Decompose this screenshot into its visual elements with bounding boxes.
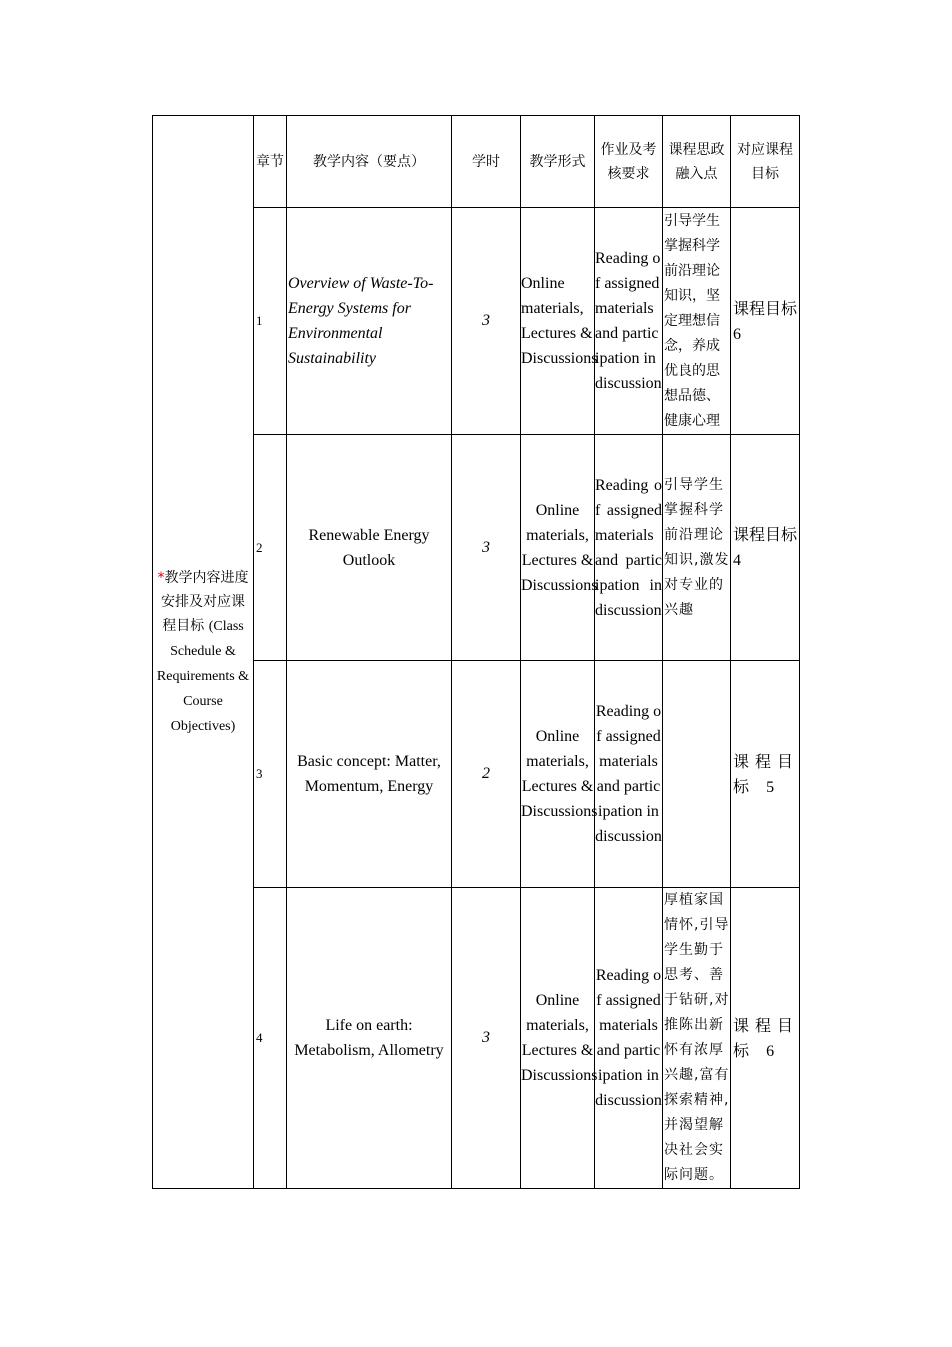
col-header-chapter: 章节	[254, 116, 287, 208]
assessment-cell: Reading of assigned materials and participation in discussion	[595, 888, 663, 1189]
objective-number: 4	[733, 552, 741, 569]
objective-label: 课程目标	[733, 751, 800, 796]
section-label-cell	[153, 116, 254, 1189]
assessment-cell: Reading of assigned materials and participation in discussion	[595, 208, 663, 435]
form-cell: Online materials, Lectures & Discussions	[521, 661, 595, 888]
objective-number: 6	[766, 1042, 781, 1060]
ideology-cell: 引导学生掌握科学前沿理论知识,激发对专业的兴趣	[663, 435, 731, 661]
col-header-hours: 学时	[452, 116, 521, 208]
chapter-number: 4	[254, 888, 287, 1189]
objective-label: 课程目标	[733, 1015, 800, 1060]
ideology-cell: 厚植家国情怀,引导学生勤于思考、善于钻研,对推陈出新怀有浓厚兴趣,富有探索精神,并渴望解决社会实际问题。	[663, 888, 731, 1189]
objective-cell	[731, 208, 800, 435]
section-title-cn: 教学内容进度安排及对应课程目标	[161, 569, 249, 634]
col-header-ideology: 课程思政融入点	[663, 116, 731, 208]
hours-cell: 3	[452, 208, 521, 435]
assessment-cell: Reading of assigned materials and participation in discussion	[595, 435, 663, 661]
objective-number: 5	[766, 778, 781, 796]
chapter-number: 3	[254, 661, 287, 888]
objective-cell	[731, 888, 800, 1189]
objective-cell	[731, 435, 800, 661]
hours-cell: 3	[452, 435, 521, 661]
hours-cell: 2	[452, 661, 521, 888]
form-cell: Online materials, Lectures & Discussions	[521, 888, 595, 1189]
chapter-number: 1	[254, 208, 287, 435]
required-star: *	[157, 569, 165, 586]
objective-label: 课程目标	[733, 525, 798, 544]
col-header-form: 教学形式	[521, 116, 595, 208]
content-cell: Life on earth: Metabolism, Allometry	[287, 888, 452, 1189]
header-row	[153, 116, 800, 208]
col-header-assessment: 作业及考核要求	[595, 116, 663, 208]
content-cell: Overview of Waste-To-Energy Systems for Environmental Sustainability	[287, 208, 452, 435]
form-cell: Online materials, Lectures & Discussions	[521, 208, 595, 435]
form-cell: Online materials, Lectures & Discussions	[521, 435, 595, 661]
hours-cell: 3	[452, 888, 521, 1189]
col-header-objective: 对应课程目标	[731, 116, 800, 208]
ideology-cell	[663, 661, 731, 888]
objective-cell	[731, 661, 800, 888]
content-cell: Basic concept: Matter, Momentum, Energy	[287, 661, 452, 888]
chapter-number: 2	[254, 435, 287, 661]
col-header-content: 教学内容（要点）	[287, 116, 452, 208]
section-title-en: (Class Schedule & Requirements & Course Objectives)	[156, 618, 250, 734]
objective-number: 6	[733, 325, 741, 343]
schedule-table	[152, 115, 800, 1189]
assessment-cell: Reading of assigned materials and participation in discussion	[595, 661, 663, 888]
ideology-cell: 引导学生掌握科学前沿理论知识，坚定理想信念，养成优良的思想品德、健康心理	[663, 208, 731, 435]
objective-label: 课程目标	[733, 298, 798, 318]
content-cell: Renewable Energy Outlook	[287, 435, 452, 661]
